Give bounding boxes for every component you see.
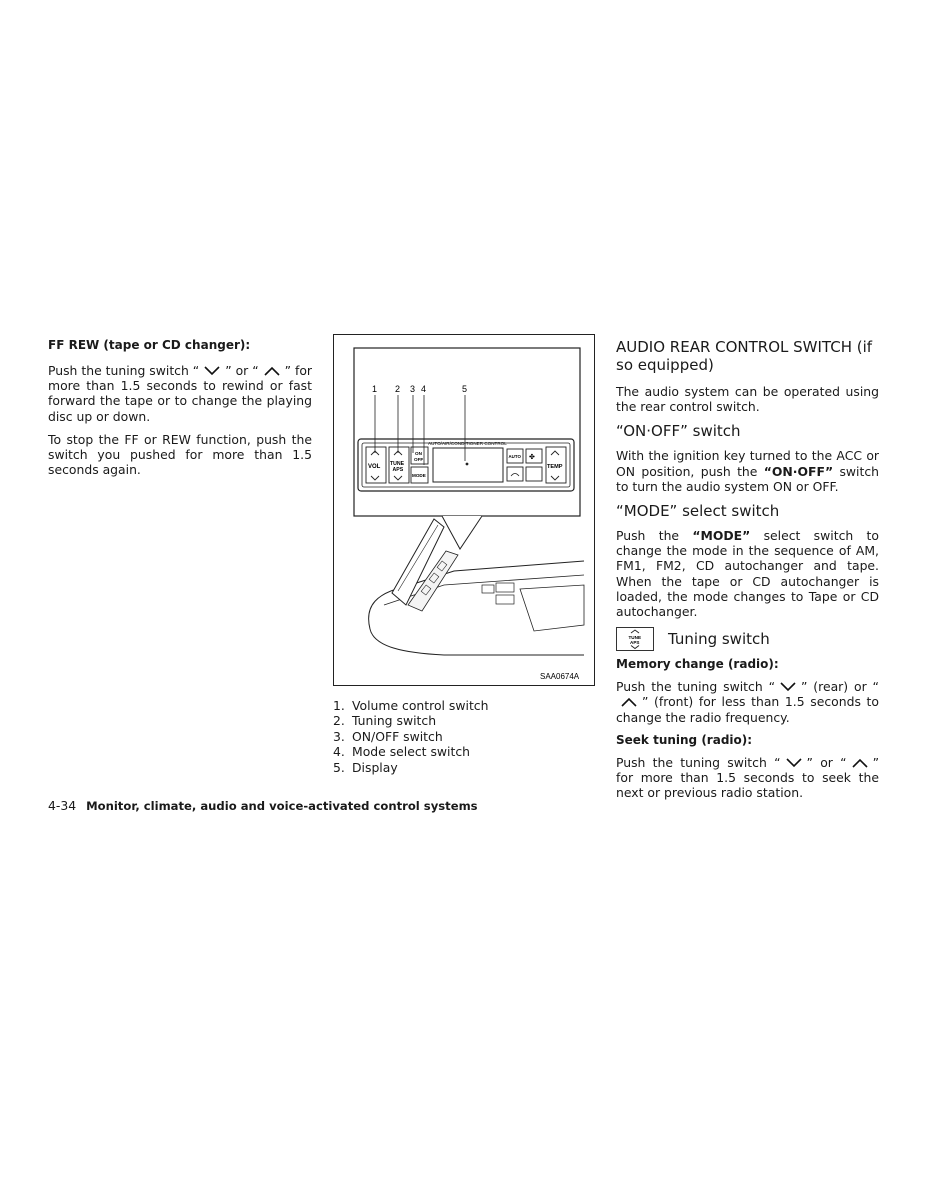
chevron-down-icon xyxy=(775,681,801,693)
page-footer xyxy=(48,798,478,813)
tuning-switch-heading-row xyxy=(616,627,879,651)
legend-item: 1. Volume control switch xyxy=(333,698,489,713)
chevron-down-icon xyxy=(781,757,807,769)
ff-rew-paragraph: Push the tuning switch “ ” or “ ” for more than 1.5 seconds to rewind or fast forward the tape or to change the playing disc up or down. xyxy=(48,363,313,424)
onoff-heading: “ON·OFF” switch xyxy=(616,422,741,441)
svg-text:AUTO: AUTO xyxy=(508,454,521,459)
rear-control-illustration xyxy=(334,335,594,685)
callout-1: 1 xyxy=(372,384,378,394)
svg-text:TUNE: TUNE xyxy=(628,635,642,641)
mode-heading: “MODE” select switch xyxy=(616,502,780,521)
legend-item: 3. ON/OFF switch xyxy=(333,728,443,744)
right-column xyxy=(616,338,879,808)
svg-text:MODE: MODE xyxy=(412,473,426,478)
svg-text:VOL: VOL xyxy=(368,464,381,470)
legend-item: 2. Tuning switch xyxy=(333,713,437,729)
figure-legend xyxy=(333,698,595,775)
svg-text:TUNE: TUNE xyxy=(390,461,405,467)
seek-tuning-heading: Seek tuning (radio): xyxy=(616,732,753,747)
chapter-title: Monitor, climate, audio and voice-activated control systems xyxy=(86,799,478,813)
intro-paragraph: The audio system can be operated using the rear control switch. xyxy=(616,384,879,415)
figure-code: SAA0674A xyxy=(540,672,580,681)
rear-control-figure xyxy=(333,334,595,686)
callout-4: 4 xyxy=(421,384,427,394)
svg-text:✤: ✤ xyxy=(529,453,535,461)
ff-rew-heading: FF REW (tape or CD changer): xyxy=(48,338,251,352)
chevron-down-icon xyxy=(199,365,225,377)
ff-rew-stop-paragraph: To stop the FF or REW function, push the switch you pushed for more than 1.5 seconds again. xyxy=(48,431,312,478)
svg-text:TEMP: TEMP xyxy=(547,464,563,470)
seek-tuning-paragraph: Push the tuning switch “ ” or “ ” for more than 1.5 seconds to seek the next or previous radio station. xyxy=(616,754,879,801)
memory-change-heading: Memory change (radio): xyxy=(616,657,779,672)
svg-text:APS: APS xyxy=(392,467,404,473)
chevron-up-icon xyxy=(616,696,642,708)
left-column xyxy=(48,338,312,485)
svg-text:OFF: OFF xyxy=(414,457,424,462)
chevron-up-icon xyxy=(259,365,285,377)
callout-3: 3 xyxy=(410,384,416,394)
tune-aps-icon xyxy=(616,627,654,651)
callout-5: 5 xyxy=(462,384,468,394)
svg-text:APS: APS xyxy=(630,640,640,646)
mode-paragraph: Push the “MODE” select switch to change the mode in the sequence of AM, FM1, FM2, CD autochanger and tape. When the tape or CD autochanger is loaded, the mode changes to Tape or CD autochanger. xyxy=(616,528,879,620)
panel-label: AUTO/AIR/CONDITIONER CONTROL xyxy=(428,441,507,446)
legend-item: 4. Mode select switch xyxy=(333,744,471,760)
legend-item: 5. Display xyxy=(333,759,398,775)
section-title: AUDIO REAR CONTROL SWITCH (if so equipped) xyxy=(616,338,873,374)
page-number: 4-34 xyxy=(48,798,77,813)
onoff-paragraph: With the ignition key turned to the ACC or ON position, push the “ON·OFF” switch to turn the audio system ON or OFF. xyxy=(616,448,880,494)
memory-change-paragraph: Push the tuning switch “ ” (rear) or “ ” (front) for less than 1.5 seconds to change the radio frequency. xyxy=(616,679,879,725)
callout-2: 2 xyxy=(395,384,401,394)
chevron-up-icon xyxy=(847,757,873,769)
middle-column xyxy=(333,334,595,775)
svg-text:ON: ON xyxy=(415,451,422,456)
tuning-heading: Tuning switch xyxy=(668,630,770,649)
